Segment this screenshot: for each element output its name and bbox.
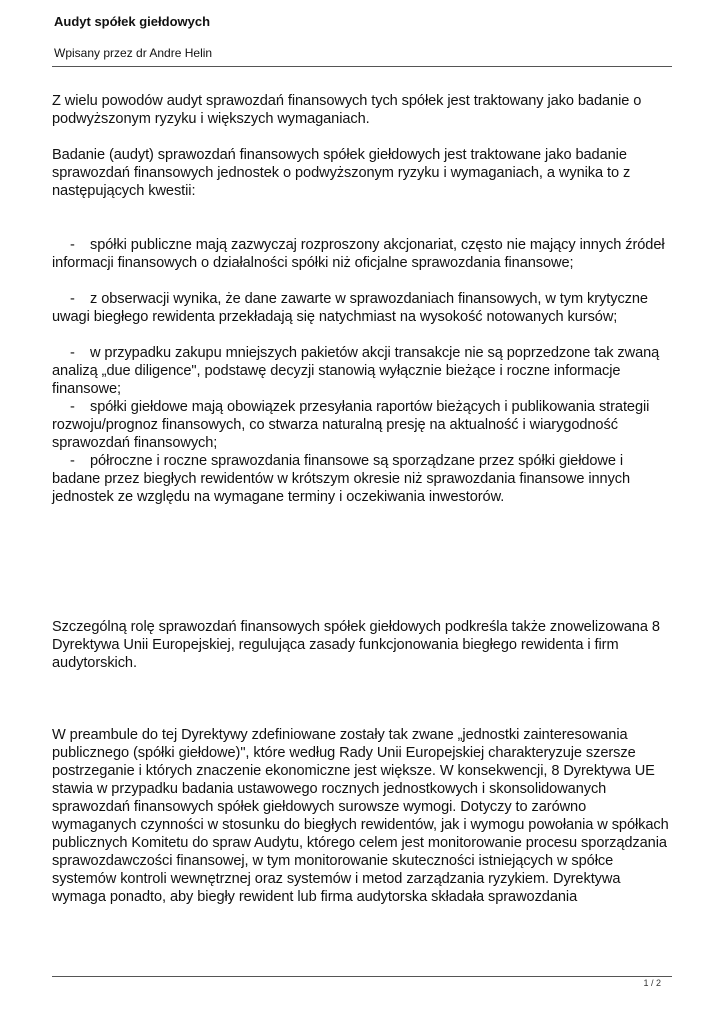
list-item bbox=[52, 290, 674, 326]
author-byline: Wpisany przez dr Andre Helin bbox=[54, 46, 213, 60]
bullet-dash: - bbox=[70, 345, 75, 361]
list-item bbox=[52, 452, 674, 506]
article-body bbox=[52, 92, 674, 906]
bullet-dash: - bbox=[70, 237, 75, 253]
paragraph-preamble: W preambule do tej Dyrektywy zdefiniowane zostały tak zwane „jednostki zainteresowania publicznego (spółki giełdowe)", które według Rady Unii Europejskiej charakteryzuje szersze postrzeganie i których znaczenie ekonomiczne jest większe. W konsekwencji, 8 Dyrektywa UE stawia w przypadku badania ustawowego rocznych jednostkowych i skonsolidowanych sprawozdań finansowych spółek giełdowych surowsze wymogi. Dotyczy to zarówno wymaganych czynności w stosunku do biegłych rewidentów, jak i wymogu powołania w spółkach publicznych Komitetu do spraw Audytu, którego celem jest monitorowanie procesu sporządzania sprawozdawczości finansowej, w tym monitorowanie skuteczności istniejących w spółce systemów kontroli wewnętrznej oraz systemów i metod zarządzania ryzykiem. Dyrektywa wymaga ponadto, aby biegły rewident lub firma audytorska składała sprawozdania bbox=[52, 727, 669, 905]
page-title: Audyt spółek giełdowych bbox=[54, 14, 211, 29]
paragraph-directive: Szczególną rolę sprawozdań finansowych spółek giełdowych podkreśla także znowelizowana 8 Dyrektywa Unii Europejskiej, regulująca zasady funkcjonowania biegłego rewidenta i firm audytorskich. bbox=[52, 619, 660, 671]
list-item-text: spółki publiczne mają zazwyczaj rozproszony akcjonariat, często nie mający innych źródeł informacji finansowych o działalności spółki niż oficjalne sprawozdania finansowe; bbox=[52, 237, 665, 271]
list-item-text: spółki giełdowe mają obowiązek przesyłania raportów bieżących i publikowania strategii rozwoju/prognoz finansowych, co stwarza naturalną presję na aktualność i wiarygodność sprawozdań finansowych; bbox=[52, 399, 650, 451]
bullet-dash: - bbox=[70, 291, 75, 307]
header-divider bbox=[52, 66, 672, 67]
page-number: 1 / 2 bbox=[643, 978, 661, 988]
bullet-dash: - bbox=[70, 453, 75, 469]
paragraph-reasons-lead: Badanie (audyt) sprawozdań finansowych spółek giełdowych jest traktowane jako badanie sprawozdań finansowych jednostek o podwyższonym ryzyku i wymaganiach, a wynika to z następujących kwestii: bbox=[52, 147, 631, 199]
list-item bbox=[52, 236, 674, 272]
list-item-text: w przypadku zakupu mniejszych pakietów akcji transakcje nie są poprzedzone tak zwaną analizą „due diligence", podstawę decyzji stanowią wyłącznie bieżące i roczne informacje finansowe; bbox=[52, 345, 660, 397]
footer-divider bbox=[52, 976, 672, 977]
list-item bbox=[52, 344, 674, 398]
paragraph-intro: Z wielu powodów audyt sprawozdań finansowych tych spółek jest traktowany jako badanie o podwyższonym ryzyku i większych wymaganiach. bbox=[52, 93, 642, 127]
list-item bbox=[52, 398, 674, 452]
list-item-text: z obserwacji wynika, że dane zawarte w sprawozdaniach finansowych, w tym krytyczne uwagi biegłego rewidenta przekładają się natychmiast na wysokość notowanych kursów; bbox=[52, 291, 648, 325]
list-item-text: półroczne i roczne sprawozdania finansowe są sporządzane przez spółki giełdowe i badane przez biegłych rewidentów w krótszym okresie niż sprawozdania finansowe innych jednostek ze względu na wymagane terminy i oczekiwania inwestorów. bbox=[52, 453, 631, 505]
bullet-dash: - bbox=[70, 399, 75, 415]
